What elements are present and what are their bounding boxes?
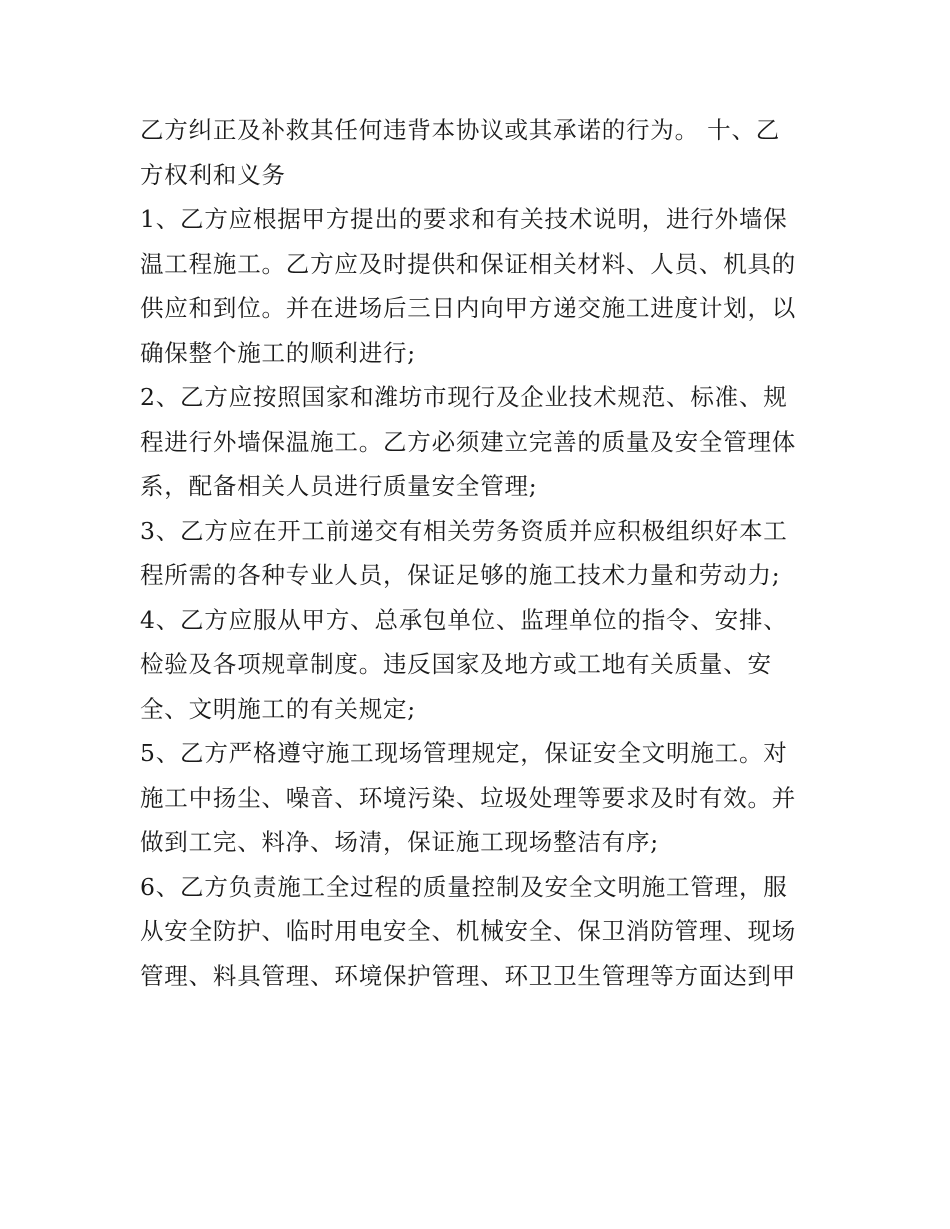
text-line: 从安全防护、临时用电安全、机械安全、保卫消防管理、现场 [140,917,797,945]
text-line: 1、乙方应根据甲方提出的要求和有关技术说明，进行外墙保 [140,205,788,233]
text-line: 供应和到位。并在进场后三日内向甲方递交施工进度计划，以 [140,294,797,322]
text-line: 温工程施工。乙方应及时提供和保证相关材料、人员、机具的 [140,249,797,278]
text-line: 检验及各项规章制度。违反国家及地方或工地有关质量、安 [140,650,772,678]
text-line: 程所需的各种专业人员，保证足够的施工技术力量和劳动力; [140,561,781,589]
text-line: 乙方纠正及补救其任何违背本协议或其承诺的行为。 十、乙 [140,116,781,144]
text-line: 3、乙方应在开工前递交有相关劳务资质并应积极组织好本工 [140,516,788,545]
text-line: 方权利和义务 [140,160,286,189]
text-line: 做到工完、料净、场清，保证施工现场整洁有序; [140,828,660,856]
text-line: 6、乙方负责施工全过程的质量控制及安全文明施工管理，服 [140,872,788,901]
text-line: 确保整个施工的顺利进行; [140,338,417,367]
text-line: 4、乙方应服从甲方、总承包单位、监理单位的指令、安排、 [140,605,788,634]
document-body [140,108,820,998]
text-line: 全、文明施工的有关规定; [140,694,417,723]
text-line: 系，配备相关人员进行质量安全管理; [140,472,538,500]
text-line: 5、乙方严格遵守施工现场管理规定，保证安全文明施工。对 [140,739,788,767]
text-line: 管理、料具管理、环境保护管理、环卫卫生管理等方面达到甲 [140,961,797,990]
text-line: 程进行外墙保温施工。乙方必须建立完善的质量及安全管理体 [140,427,797,456]
text-line: 施工中扬尘、噪音、环境污染、垃圾处理等要求及时有效。并 [140,783,797,812]
text-line: 2、乙方应按照国家和潍坊市现行及企业技术规范、标准、规 [140,383,788,411]
